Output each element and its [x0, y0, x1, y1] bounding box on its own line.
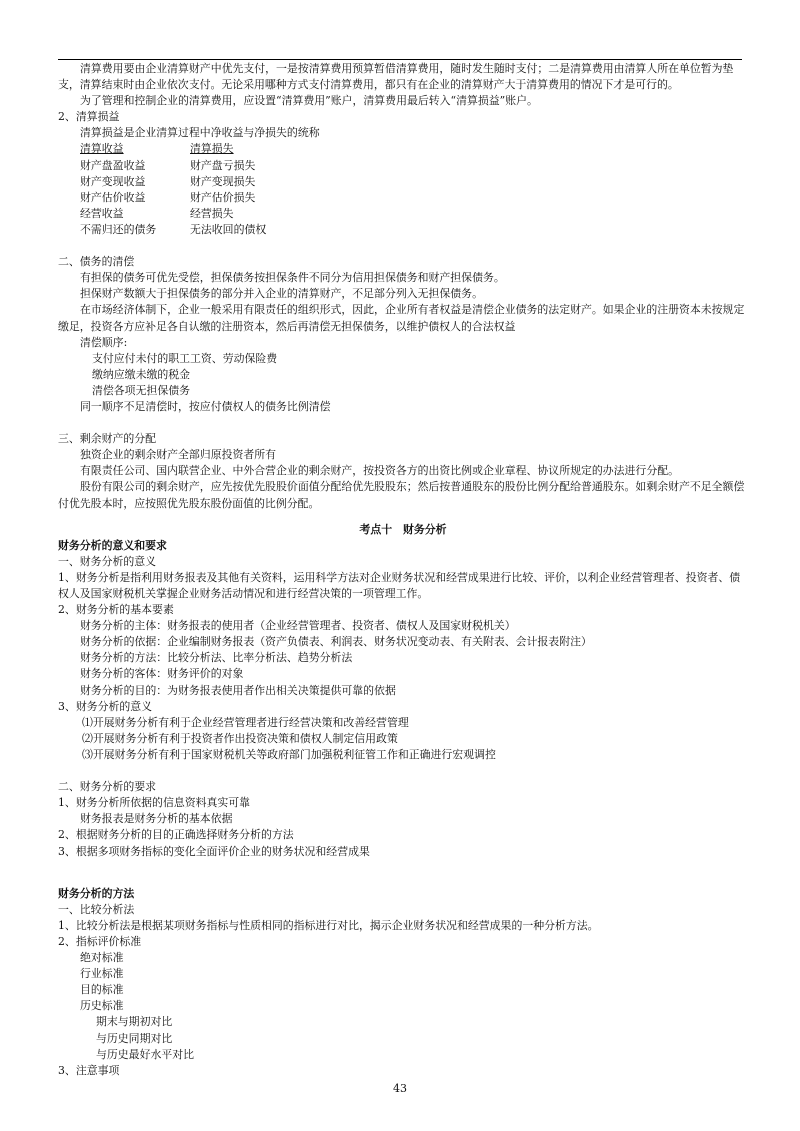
settlement-order-note: 同一顺序不足清偿时，按应付债权人的债务比例清偿	[80, 399, 331, 413]
debt-paragraph: 在市场经济体制下，企业一般采用有限责任的组织形式，因此，企业所有者权益是清偿企业债务的法定财产。如果企业的注册资本未按规定缴足，投资各方应补足各自认缴的注册资本，然后再清偿无担保债务，以维护债权人的合法权益	[58, 303, 745, 333]
loss-cell: 无法收回的债权	[190, 222, 267, 236]
gain-column-header: 清算收益	[80, 142, 124, 156]
element-item: 财务分析的依据：企业编制财务报表（资产负债表、利润表、财务状况变动表、有关附表、会计报表附注）	[80, 635, 592, 649]
subsection-heading: 一、财务分析的意义	[58, 554, 157, 568]
spacer	[58, 512, 748, 522]
loss-cell: 财产变现损失	[190, 174, 256, 188]
list-item: 2、指标评价标准	[58, 934, 142, 948]
list-item: 1、财务分析是指利用财务报表及其他有关资料，运用科学方法对企业财务状况和经营成果进行比较、评价，以利企业经营管理者、投资者、债权人及国家财税机关掌握企业财务活动情况和进行经营决策的一项管理工作。	[58, 570, 741, 600]
requirement-item: 2、根据财务分析的目的正确选择财务分析的方法	[58, 828, 294, 842]
gain-cell: 不需归还的债务	[80, 222, 157, 236]
list-item: 清偿各项无担保债务	[92, 383, 191, 397]
element-item: 财务分析的目的：为财务报表使用者作出相关决策提供可靠的依据	[80, 683, 396, 697]
remaining-paragraph: 独资企业的剩余财产全部归原投资者所有	[80, 448, 277, 462]
gain-cell: 经营收益	[80, 206, 124, 220]
gain-cell: 财产变现收益	[80, 174, 146, 188]
debt-paragraph: 担保财产数额大于担保债务的部分并入企业的清算财产，不足部分列入无担保债务。	[80, 287, 483, 301]
history-item: 与历史最好水平对比	[96, 1047, 195, 1061]
liquidation-expense-account-paragraph: 为了管理和控制企业的清算费用，应设置“清算费用”账户，清算费用最后转入“清算损益”账户。	[80, 94, 538, 108]
loss-cell: 经营损失	[190, 206, 234, 220]
standard-item: 行业标准	[80, 967, 124, 981]
table-row	[58, 190, 748, 206]
history-item: 期末与期初对比	[96, 1015, 173, 1029]
significance-item: ⑴开展财务分析有利于企业经营管理者进行经营决策和改善经营管理	[82, 715, 409, 729]
header-rule	[58, 59, 742, 60]
table-row	[58, 158, 748, 174]
section-title: 财务分析的意义和要求	[58, 538, 167, 552]
loss-cell: 财产盘亏损失	[190, 158, 256, 172]
list-item: 2、财务分析的基本要素	[58, 603, 174, 617]
section-title: 财务分析的方法	[58, 886, 135, 900]
standard-item: 绝对标准	[80, 951, 124, 965]
subsection-heading: 一、比较分析法	[58, 902, 135, 916]
spacer	[58, 238, 748, 254]
document-page	[58, 61, 748, 1079]
table-row	[58, 222, 748, 238]
requirement-sub-item: 财务报表是财务分析的基本依据	[80, 812, 233, 826]
exam-point-title: 考点十 财务分析	[359, 522, 447, 536]
list-item: 3、注意事项	[58, 1063, 120, 1077]
list-item: 支付应付未付的职工工资、劳动保险费	[92, 351, 278, 365]
subsection-heading: 二、财务分析的要求	[58, 780, 157, 794]
standard-item: 历史标准	[80, 999, 124, 1013]
requirement-item: 1、财务分析所依据的信息资料真实可靠	[58, 796, 251, 810]
list-item: 缴纳应缴未缴的税金	[92, 367, 191, 381]
spacer	[58, 860, 748, 876]
remaining-assets-heading: 三、剩余财产的分配	[58, 432, 157, 446]
liquidation-pl-heading: 2、清算损益	[58, 110, 120, 124]
gain-cell: 财产盘盈收益	[80, 158, 146, 172]
table-row	[58, 206, 748, 222]
element-item: 财务分析的客体：财务评价的对象	[80, 667, 244, 681]
spacer	[58, 415, 748, 431]
standard-item: 目的标准	[80, 983, 124, 997]
spacer	[58, 876, 748, 886]
history-item: 与历史同期对比	[96, 1031, 173, 1045]
loss-column-header: 清算损失	[190, 142, 234, 156]
liquidation-pl-table-header	[58, 141, 748, 157]
element-item: 财务分析的方法：比较分析法、比率分析法、趋势分析法	[80, 651, 353, 665]
list-item: 1、比较分析法是根据某项财务指标与性质相同的指标进行对比，揭示企业财务状况和经营成果的一种分析方法。	[58, 918, 599, 932]
settlement-order-label: 清偿顺序:	[80, 335, 128, 349]
requirement-item: 3、根据多项财务指标的变化全面评价企业的财务状况和经营成果	[58, 844, 370, 858]
debt-settlement-heading: 二、债务的清偿	[58, 255, 135, 269]
spacer	[58, 763, 748, 779]
gain-cell: 财产估价收益	[80, 190, 146, 204]
liquidation-expense-paragraph: 清算费用要由企业清算财产中优先支付，一是按清算费用预算暂借清算费用，随时发生随时支付；二是清算费用由清算人所在单位暂为垫支，清算结束时由企业依次支付。无论采用哪种方式支付清算费用，都只有在企业的清算财产大于清算费用的情况下才是可行的。	[58, 62, 734, 92]
debt-paragraph: 有担保的债务可优先受偿，担保债务按担保条件不同分为信用担保债务和财产担保债务。	[80, 271, 505, 285]
element-item: 财务分析的主体：财务报表的使用者（企业经营管理者、投资者、债权人及国家财税机关）	[80, 619, 516, 633]
remaining-paragraph: 股份有限公司的剩余财产，应先按优先股股价面值分配给优先股股东；然后按普通股东的股份比例分配给普通股东。如剩余财产不足全额偿付优先股本时，应按照优先股东股份面值的比例分配。	[58, 480, 745, 510]
loss-cell: 财产估价损失	[190, 190, 256, 204]
liquidation-pl-definition: 清算损益是企业清算过程中净收益与净损失的统称	[80, 126, 320, 140]
table-row	[58, 174, 748, 190]
significance-item: ⑵开展财务分析有利于投资者作出投资决策和债权人制定信用政策	[82, 731, 398, 745]
remaining-paragraph: 有限责任公司、国内联营企业、中外合营企业的剩余财产，按投资各方的出资比例或企业章程、协议所规定的办法进行分配。	[80, 464, 679, 478]
list-item: 3、财务分析的意义	[58, 699, 153, 713]
significance-item: ⑶开展财务分析有利于国家财税机关等政府部门加强税利征管工作和正确进行宏观调控	[82, 747, 496, 761]
page-number: 43	[393, 1082, 407, 1095]
